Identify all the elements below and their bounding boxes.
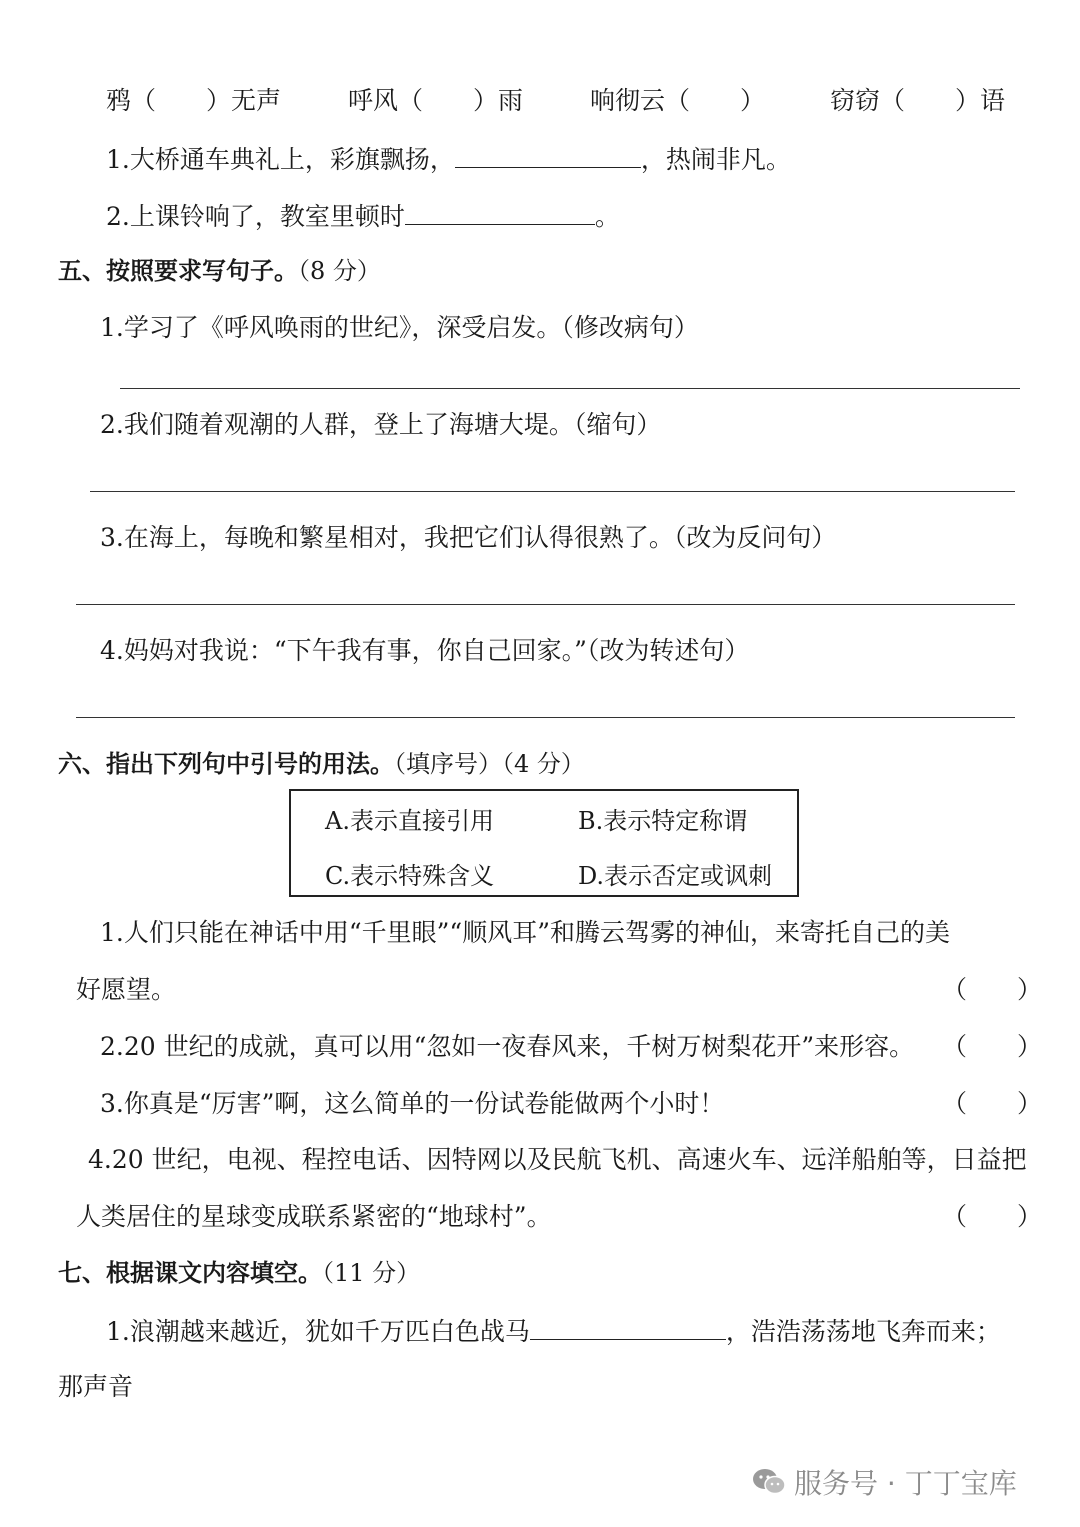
idiom-1 <box>106 84 281 118</box>
sec4-item-1-post: ，热闹非凡。 <box>640 145 791 174</box>
answer-blank[interactable] <box>530 1313 726 1340</box>
idiom-3-pre: 响彻云（ <box>590 86 691 115</box>
sec7-item-1-pre: 1.浪潮越来越近，犹如千万匹白色战马 <box>106 1317 530 1346</box>
section-7-title: 七、根据课文内容填空。 <box>58 1259 322 1287</box>
answer-paren-2[interactable]: （ ） <box>942 1032 1043 1061</box>
section-7-heading <box>58 1256 420 1290</box>
idiom-4-post: ）语 <box>955 86 1006 115</box>
section-6-title: 六、指出下列句中引号的用法。 <box>58 750 394 778</box>
sec5-item-3: 3.在海上，每晚和繁星相对，我把它们认得很熟了。（改为反问句） <box>100 523 837 552</box>
sec6-item-1-line2: 好愿望。 <box>76 975 177 1004</box>
sec4-item-2-post: 。 <box>594 202 620 231</box>
idiom-1-post: ）无声 <box>206 86 282 115</box>
sec5-item-1: 1.学习了《呼风唤雨的世纪》，深受启发。（修改病句） <box>100 313 699 342</box>
option-a: A.表示直接引用 <box>325 807 494 835</box>
idiom-4-pre: 窃窃（ <box>830 86 906 115</box>
answer-line-2[interactable] <box>90 491 1015 492</box>
option-b: B.表示特定称谓 <box>578 807 748 835</box>
answer-line-3[interactable] <box>76 604 1015 605</box>
sec4-item-1 <box>106 141 791 177</box>
watermark <box>752 1462 1017 1504</box>
sec6-item-3: 3.你真是“厉害”啊，这么简单的一份试卷能做两个小时！ <box>100 1089 725 1118</box>
section-5-title: 五、按照要求写句子。 <box>58 257 298 285</box>
sec5-item-4: 4.妈妈对我说：“下午我有事，你自己回家。”（改为转述句） <box>100 636 750 665</box>
answer-line-4[interactable] <box>76 717 1015 718</box>
section-7-points: （11 分） <box>322 1259 421 1287</box>
sec4-item-2 <box>106 198 620 234</box>
watermark-text: 服务号 · 丁丁宝库 <box>794 1467 1017 1500</box>
sec6-item-4-line2: 人类居住的星球变成联系紧密的“地球村”。 <box>76 1202 552 1231</box>
sec7-item-1 <box>106 1313 1001 1349</box>
section-5-heading <box>58 254 381 288</box>
wechat-icon <box>752 1467 786 1504</box>
answer-paren-4[interactable]: （ ） <box>942 1202 1043 1231</box>
sec4-item-1-pre: 1.大桥通车典礼上，彩旗飘扬， <box>106 145 455 174</box>
options-box <box>289 789 799 897</box>
idiom-4 <box>830 84 1005 118</box>
section-6-points: （填序号）（4 分） <box>394 750 585 778</box>
sec5-item-2: 2.我们随着观潮的人群，登上了海塘大堤。（缩句） <box>100 410 662 439</box>
answer-paren-1[interactable]: （ ） <box>942 975 1043 1004</box>
section-6-heading <box>58 747 585 781</box>
answer-paren-3[interactable]: （ ） <box>942 1089 1043 1118</box>
idiom-2-pre: 呼风（ <box>348 86 424 115</box>
option-d: D.表示否定或讽刺 <box>578 862 773 890</box>
answer-line-1[interactable] <box>120 388 1020 389</box>
answer-blank[interactable] <box>405 198 595 225</box>
sec6-item-4-line1: 4.20 世纪，电视、程控电话、因特网以及民航飞机、高速火车、远洋船舶等，日益把 <box>88 1145 1027 1174</box>
answer-blank[interactable] <box>455 141 641 168</box>
idiom-1-pre: 鸦（ <box>106 86 157 115</box>
option-c: C.表示特殊含义 <box>325 862 495 890</box>
idiom-3-post: ） <box>740 86 766 115</box>
sec7-item-1-post: ，浩浩荡荡地飞奔而来； <box>725 1317 1001 1346</box>
sec6-item-1-line1: 1.人们只能在神话中用“千里眼”“顺风耳”和腾云驾雾的神仙，来寄托自己的美 <box>100 918 950 947</box>
sec6-item-2: 2.20 世纪的成就，真可以用“忽如一夜春风来，千树万树梨花开”来形容。 <box>100 1032 915 1061</box>
idiom-2-post: ）雨 <box>473 86 524 115</box>
idiom-2 <box>348 84 523 118</box>
idiom-3 <box>590 84 765 118</box>
sec4-item-2-pre: 2.上课铃响了，教室里顿时 <box>106 202 405 231</box>
section-5-points: （8 分） <box>298 257 381 285</box>
sec7-item-1-cont: 那声音 <box>58 1372 134 1401</box>
